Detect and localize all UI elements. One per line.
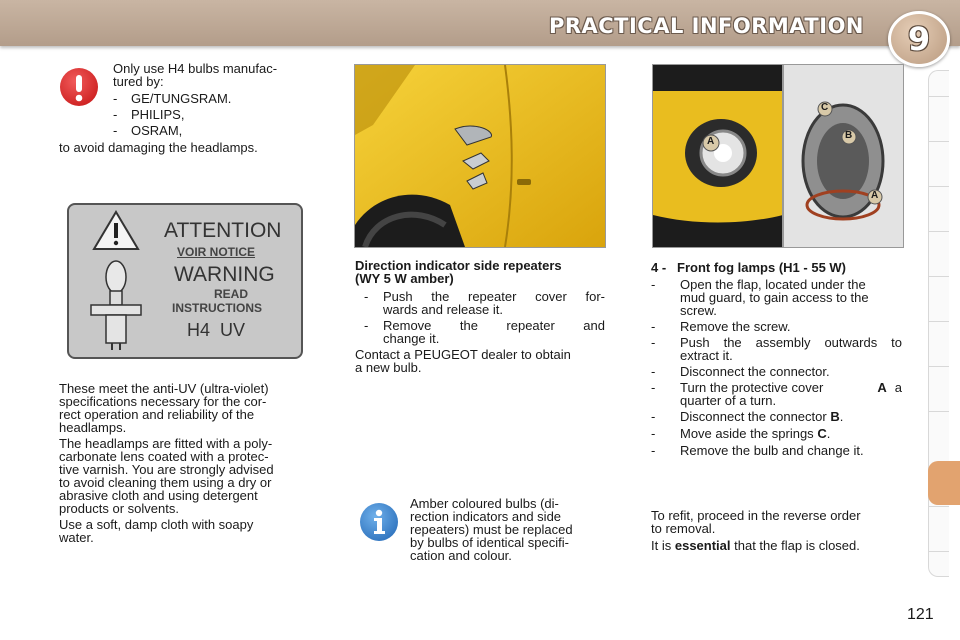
step-text: a — [894, 380, 902, 395]
label-read: READ — [214, 287, 249, 301]
step-row: Move aside the springs C. — [680, 426, 831, 441]
label-warning: WARNING — [174, 263, 275, 286]
label-h4-uv: H4 UV — [187, 320, 246, 340]
fog-lamp-photo — [652, 64, 904, 248]
list-dash: - — [651, 443, 656, 458]
photo-label-a: A — [707, 136, 715, 147]
brand-item: PHILIPS, — [131, 107, 185, 122]
list-dash: - — [651, 364, 656, 379]
list-dash: - — [651, 277, 656, 292]
tab-divider — [929, 321, 949, 322]
step-text: extract it. — [680, 348, 733, 363]
info-text: rection indicators and side — [410, 509, 562, 524]
list-dash: - — [651, 380, 656, 395]
warning-line: tured by: — [113, 74, 164, 89]
list-dash: - — [364, 318, 369, 333]
step-letter: C — [817, 426, 827, 441]
step-text: Remove the repeater and — [383, 318, 605, 333]
label-voir-notice: VOIR NOTICE — [177, 245, 256, 259]
step-text: Remove the bulb and change it. — [680, 443, 864, 458]
label-attention: ATTENTION — [164, 219, 282, 242]
info-text: Amber coloured bulbs (di- — [410, 496, 559, 511]
list-dash: - — [651, 319, 656, 334]
step-text: Open the flap, located under the — [680, 277, 866, 292]
page-title: PRACTICAL INFORMATION — [548, 14, 864, 38]
tab-divider — [929, 231, 949, 232]
body-text: to avoid cleaning them using a dry or — [59, 475, 272, 490]
step-text: quarter of a turn. — [680, 393, 777, 408]
photo-label-b: B — [845, 130, 853, 141]
info-text: by bulbs of identical specifi- — [410, 535, 569, 550]
body-text: specifications necessary for the cor- — [59, 394, 267, 409]
body-text: carbonate lens coated with a protec- — [59, 449, 269, 464]
brand-item: OSRAM, — [131, 123, 183, 138]
section-heading: (WY 5 W amber) — [355, 271, 454, 286]
step-text: Turn the protective cover — [680, 380, 824, 395]
flap-text: that the flap is closed. — [734, 538, 860, 553]
chapter-badge: 9 — [888, 11, 950, 67]
body-text: a new bulb. — [355, 360, 422, 375]
list-dash: - — [651, 426, 656, 441]
body-text: tive varnish. You are strongly advised — [59, 462, 274, 477]
flap-text: It is — [651, 538, 672, 553]
section-heading: Direction indicator side repeaters — [355, 258, 562, 273]
step-text: wards and release it. — [383, 302, 503, 317]
list-dash: - — [651, 409, 656, 424]
body-text: to removal. — [651, 521, 716, 536]
step-text: screw. — [680, 303, 717, 318]
body-text: Use a soft, damp cloth with soapy — [59, 517, 254, 532]
step-text: mud guard, to gain access to the — [680, 290, 869, 305]
page-number: 121 — [907, 606, 934, 623]
body-text: These meet the anti-UV (ultra-violet) — [59, 381, 269, 396]
tab-divider — [929, 141, 949, 142]
step-row: Disconnect the connector B. — [680, 409, 844, 424]
list-dash: - — [651, 335, 656, 350]
tab-divider — [929, 96, 949, 97]
list-dash: - — [113, 107, 118, 122]
section-heading: 4 - Front fog lamps (H1 - 55 W) — [651, 260, 847, 275]
tab-divider — [929, 506, 949, 507]
brand-item: GE/TUNGSRAM. — [131, 91, 232, 106]
step-text: change it. — [383, 331, 440, 346]
flap-emphasis: essential — [674, 538, 731, 553]
list-dash: - — [113, 91, 118, 106]
warning-after: to avoid damaging the headlamps. — [59, 140, 258, 155]
info-icon — [360, 503, 398, 541]
info-text: cation and colour. — [410, 548, 512, 563]
photo-label-c: C — [821, 102, 829, 113]
step-letter: B — [830, 409, 840, 424]
step-text: Push the repeater cover for- — [383, 289, 605, 304]
step-letter: A — [877, 380, 887, 395]
tab-chapter-9[interactable] — [928, 461, 960, 505]
body-text: headlamps. — [59, 420, 127, 435]
body-text: abrasive cloth and using detergent — [59, 488, 258, 503]
step-text: Move aside the springs — [680, 426, 814, 441]
warning-line: Only use H4 bulbs manufac- — [113, 61, 278, 76]
side-repeater-photo — [354, 64, 606, 248]
info-text: repeaters) must be replaced — [410, 522, 573, 537]
body-text: The headlamps are fitted with a poly- — [59, 436, 273, 451]
list-dash: - — [364, 289, 369, 304]
list-dash: - — [113, 123, 118, 138]
tab-divider — [929, 186, 949, 187]
step-text: Disconnect the connector — [680, 409, 827, 424]
flap-note — [651, 539, 860, 552]
headlamp-warning-label — [67, 203, 303, 359]
warning-icon — [60, 68, 98, 106]
body-text: Contact a PEUGEOT dealer to obtain — [355, 347, 571, 362]
body-text: rect operation and reliability of the — [59, 407, 255, 422]
tab-divider — [929, 366, 949, 367]
photo-label-a: A — [871, 190, 879, 201]
body-text: water. — [59, 530, 94, 545]
tab-divider — [929, 276, 949, 277]
body-text: To refit, proceed in the reverse order — [651, 508, 861, 523]
label-instructions: INSTRUCTIONS — [172, 301, 262, 315]
step-text: Push the assembly outwards to — [680, 335, 902, 350]
step-text: Remove the screw. — [680, 319, 791, 334]
tab-divider — [929, 411, 949, 412]
body-text: products or solvents. — [59, 501, 179, 516]
step-text: Disconnect the connector. — [680, 364, 830, 379]
tab-divider — [929, 551, 949, 552]
